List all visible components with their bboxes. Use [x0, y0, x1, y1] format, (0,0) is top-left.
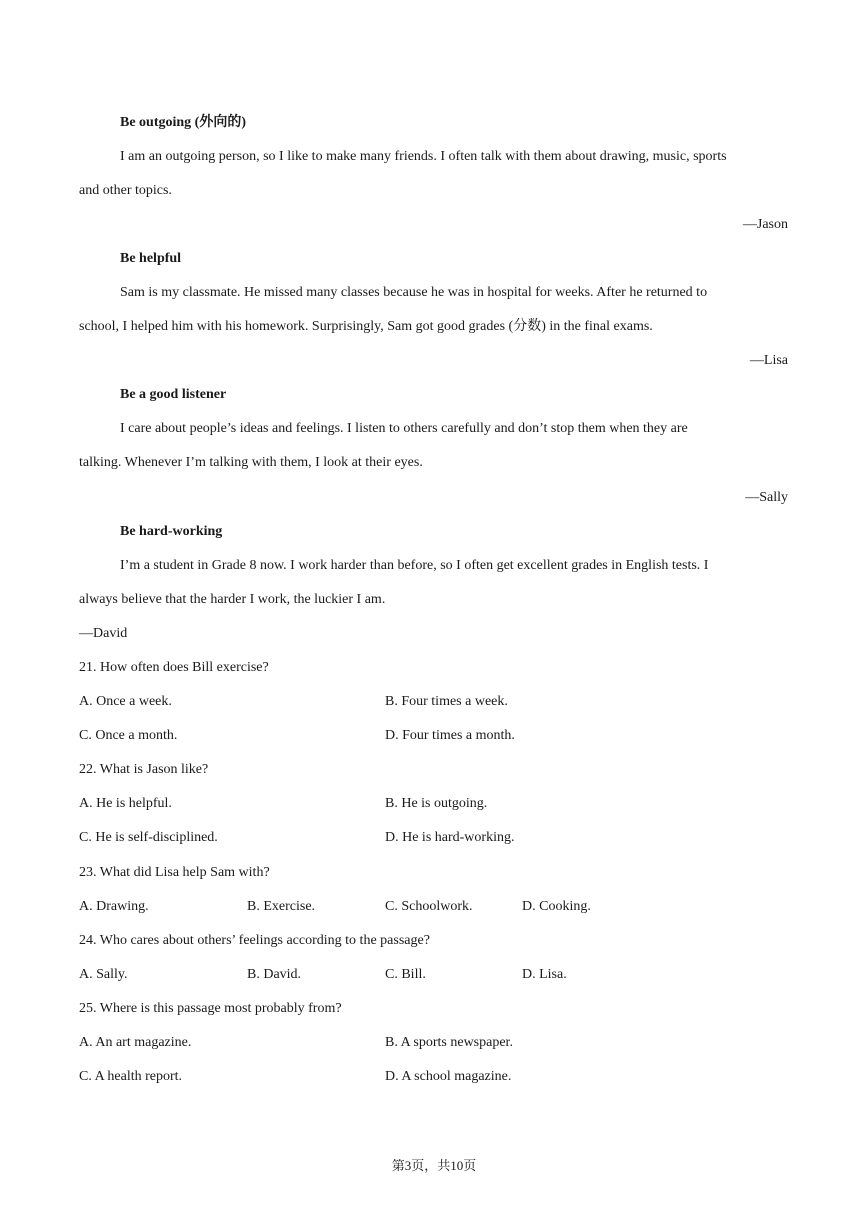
paragraph-line: I am an outgoing person, so I like to make many friends. I often talk with them about drawing, music, sports [120, 149, 727, 164]
question-stem: 25. Where is this passage most probably from? [79, 1001, 342, 1016]
author-signature: —Jason [742, 217, 788, 232]
section-heading-listener: Be a good listener [120, 387, 227, 402]
question-stem: 22. What is Jason like? [79, 762, 209, 777]
section-heading-hard-working: Be hard-working [120, 524, 223, 539]
question-option: A. Drawing. [79, 899, 149, 914]
question-option: D. Cooking. [522, 899, 591, 914]
question-option: D. Lisa. [522, 967, 567, 982]
question-stem: 23. What did Lisa help Sam with? [79, 865, 270, 880]
question-option: B. A sports newspaper. [385, 1035, 513, 1050]
question-option: B. David. [247, 967, 302, 982]
author-signature: —Sally [745, 490, 788, 505]
question-option: C. A health report. [79, 1069, 183, 1084]
paragraph-line: school, I helped him with his homework. Surprisingly, Sam got good grades (分数) in the final exams. [79, 319, 653, 334]
question-stem: 24. Who cares about others’ feelings according to the passage? [79, 933, 430, 948]
question-stem: 21. How often does Bill exercise? [79, 660, 269, 675]
question-option: B. Exercise. [247, 899, 316, 914]
paragraph-line: always believe that the harder I work, the luckier I am. [79, 592, 386, 607]
author-signature: —Lisa [749, 353, 788, 368]
question-option: A. An art magazine. [79, 1035, 192, 1050]
author-signature: —David [79, 626, 128, 641]
section-heading-helpful: Be helpful [120, 251, 182, 266]
question-option: A. He is helpful. [79, 796, 172, 811]
question-option: C. Once a month. [79, 728, 178, 743]
question-option: D. A school magazine. [385, 1069, 512, 1084]
paragraph-line: Sam is my classmate. He missed many classes because he was in hospital for weeks. After he returned to [120, 285, 708, 300]
question-option: B. He is outgoing. [385, 796, 488, 811]
question-option: C. Schoolwork. [385, 899, 473, 914]
question-option: D. He is hard-working. [385, 830, 515, 845]
paragraph-line: I’m a student in Grade 8 now. I work harder than before, so I often get excellent grades in English tests. I [120, 558, 709, 573]
question-option: D. Four times a month. [385, 728, 515, 743]
question-option: C. He is self-disciplined. [79, 830, 218, 845]
question-option: A. Once a week. [79, 694, 172, 709]
question-option: B. Four times a week. [385, 694, 508, 709]
paragraph-line: and other topics. [79, 183, 172, 198]
paragraph-line: talking. Whenever I’m talking with them, I look at their eyes. [79, 455, 423, 470]
paragraph-line: I care about people’s ideas and feelings. I listen to others carefully and don’t stop them when they are [120, 421, 688, 436]
section-heading-outgoing: Be outgoing (外向的) [120, 115, 246, 130]
page-number: 第3页，共10页 [391, 1158, 477, 1173]
question-option: A. Sally. [79, 967, 128, 982]
question-option: C. Bill. [385, 967, 426, 982]
